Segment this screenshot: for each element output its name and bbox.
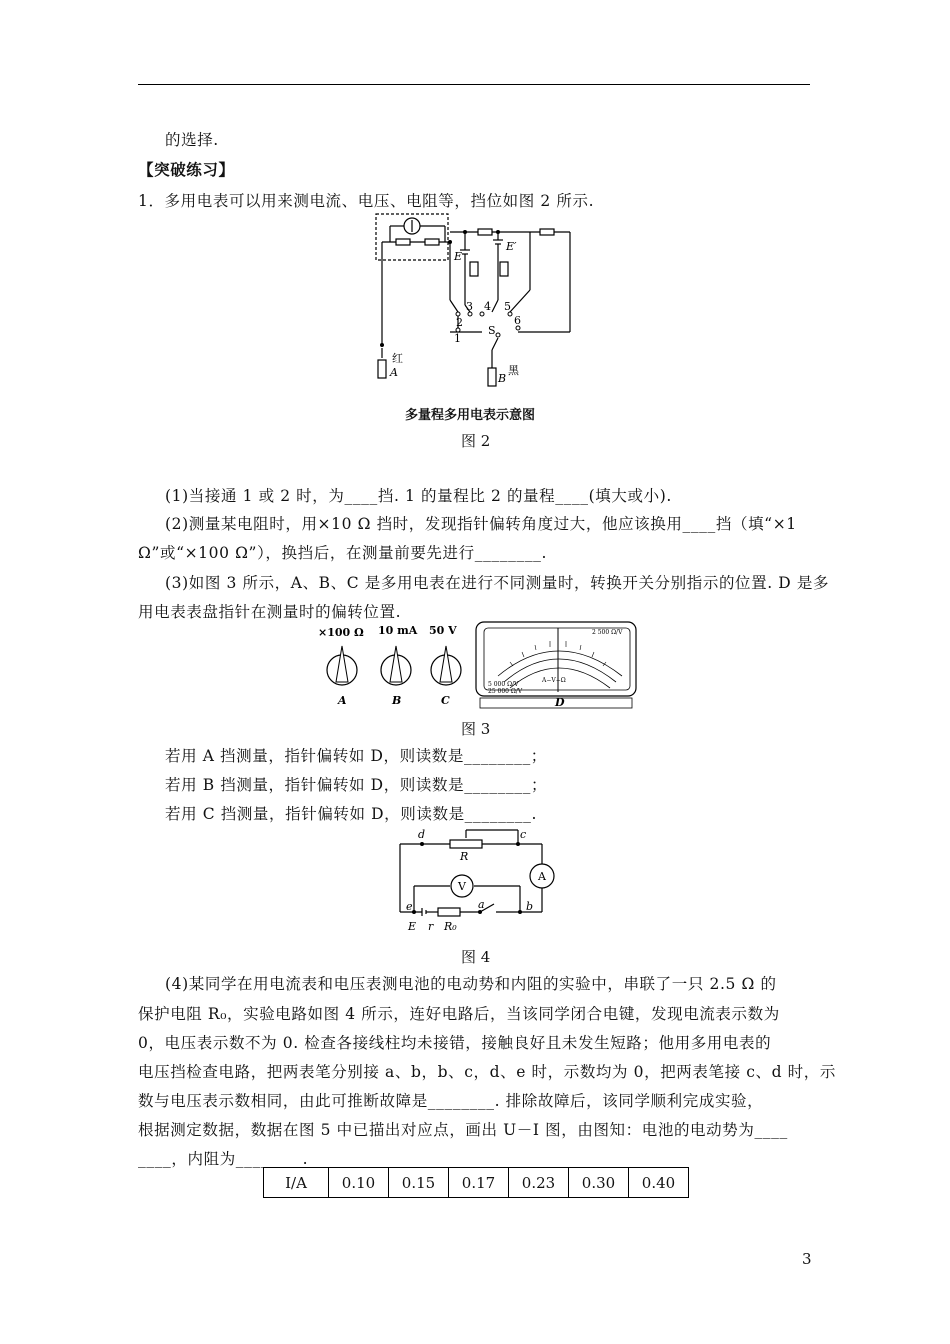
knob-b-label: 10 mA: [378, 624, 418, 637]
data-table: [263, 1167, 689, 1198]
text-line: 的选择.: [165, 131, 219, 149]
table-header-cell: I/A: [264, 1168, 329, 1198]
subquestion-4-cont-3: 电压挡检查电路，把两表笔分别接 a、b，b、c，d、e 时，示数均为 0，把两表笔接 c、d 时，示: [138, 1063, 836, 1081]
fig4-label-A: A: [538, 870, 546, 883]
fig4-label-a: a: [478, 898, 485, 911]
fig2-label-1: 1: [454, 332, 461, 345]
knob-c-label: 50 V: [429, 624, 457, 637]
fig2-label-black: 黑: [508, 364, 519, 377]
fig2-label-E: E: [454, 250, 463, 263]
fig2-label-2: 2: [456, 316, 463, 329]
fig2-label-4: 4: [484, 300, 491, 313]
header-rule: [138, 84, 810, 85]
knob-c-name: C: [441, 694, 450, 707]
table-cell: 0.10: [329, 1168, 389, 1198]
fig2-label-red: 红: [392, 352, 403, 365]
subquestion-4: (4)某同学在用电流表和电压表测电池的电动势和内阻的实验中，串联了一只 2.5 Ω 的: [165, 975, 777, 993]
dial-d-name: D: [555, 696, 565, 709]
fig4-label-r: r: [428, 920, 434, 933]
fig2-label-B: B: [498, 372, 507, 385]
figure-4-circuit: [392, 826, 562, 938]
subquestion-4-cont-5: 根据测定数据，数据在图 5 中已描出对应点，画出 U－I 图，由图知：电池的电动势为____: [138, 1121, 788, 1139]
figure-3-caption: 图 3: [461, 720, 491, 738]
subquestion-4-cont-6: ____，内阻为________.: [138, 1150, 309, 1168]
reading-a: 若用 A 挡测量，指针偏转如 D，则读数是________；: [165, 747, 547, 765]
reading-c: 若用 C 挡测量，指针偏转如 D，则读数是________.: [165, 805, 537, 823]
table-cell: 0.17: [449, 1168, 509, 1198]
figure-4-caption: 图 4: [461, 948, 491, 966]
section-heading: 【突破练习】: [138, 161, 235, 179]
subquestion-4-cont-2: 0，电压表示数不为 0. 检查各接线柱均未接错，接触良好且未发生短路；他用多用电表的: [138, 1034, 772, 1052]
fig2-label-S: S: [488, 324, 496, 337]
knob-a-label: ×100 Ω: [318, 626, 364, 639]
dial-small-3: 25 000 Ω/V: [488, 688, 523, 695]
dial-small-2: 5 000 Ω/V: [488, 681, 519, 688]
figure-2-title: 多量程多用电表示意图: [405, 408, 536, 423]
reading-b: 若用 B 挡测量，指针偏转如 D，则读数是________；: [165, 776, 548, 794]
figure-2-multimeter-circuit: [370, 210, 580, 390]
question-title: 1．多用电表可以用来测电流、电压、电阻等，挡位如图 2 所示.: [138, 192, 595, 210]
fig2-label-3: 3: [466, 300, 473, 313]
fig4-label-d: d: [418, 828, 426, 841]
table-cell: 0.23: [509, 1168, 569, 1198]
subquestion-1: (1)当接通 1 或 2 时，为____挡. 1 的量程比 2 的量程____(填大或小).: [165, 487, 672, 505]
fig4-label-R: R: [460, 850, 469, 863]
subquestion-3-cont: 用电表表盘指针在测量时的偏转位置.: [138, 603, 402, 621]
subquestion-4-cont-4: 数与电压表示数相同，由此可推断故障是________. 排除故障后，该同学顺利完成实验，: [138, 1092, 764, 1110]
fig4-label-c: c: [520, 828, 527, 841]
fig2-label-E-prime: E′: [506, 240, 517, 253]
table-row: [264, 1168, 689, 1198]
figure-3-selector-and-dial: [310, 620, 640, 712]
fig2-label-5: 5: [504, 300, 511, 313]
fig4-label-b: b: [526, 900, 534, 913]
subquestion-4-cont-1: 保护电阻 R₀，实验电路如图 4 所示，连好电路后，当该同学闭合电键，发现电流表示数为: [138, 1005, 780, 1023]
knob-b-name: B: [392, 694, 402, 707]
page-number: 3: [802, 1250, 812, 1268]
subquestion-2: (2)测量某电阻时，用×10 Ω 挡时，发现指针偏转角度过大，他应该换用____挡（填“×1: [165, 515, 797, 533]
fig4-label-R0: R₀: [444, 920, 457, 933]
dial-text: A−V−Ω: [542, 677, 566, 684]
table-cell: 0.15: [389, 1168, 449, 1198]
knob-a-name: A: [338, 694, 347, 707]
fig4-label-E: E: [408, 920, 417, 933]
subquestion-2-cont: Ω”或“×100 Ω”），换挡后，在测量前要先进行________.: [138, 544, 548, 562]
dial-small-1: 2 500 Ω/V: [592, 629, 623, 636]
figure-2-caption: 图 2: [461, 432, 491, 450]
subquestion-3: (3)如图 3 所示，A、B、C 是多用电表在进行不同测量时，转换开关分别指示的位置. D 是多: [165, 574, 830, 592]
table-cell: 0.30: [569, 1168, 629, 1198]
fig4-label-e: e: [406, 900, 413, 913]
table-cell: 0.40: [629, 1168, 689, 1198]
fig2-label-A: A: [390, 366, 398, 379]
fig2-label-6: 6: [514, 314, 521, 327]
fig4-label-V: V: [458, 880, 466, 893]
